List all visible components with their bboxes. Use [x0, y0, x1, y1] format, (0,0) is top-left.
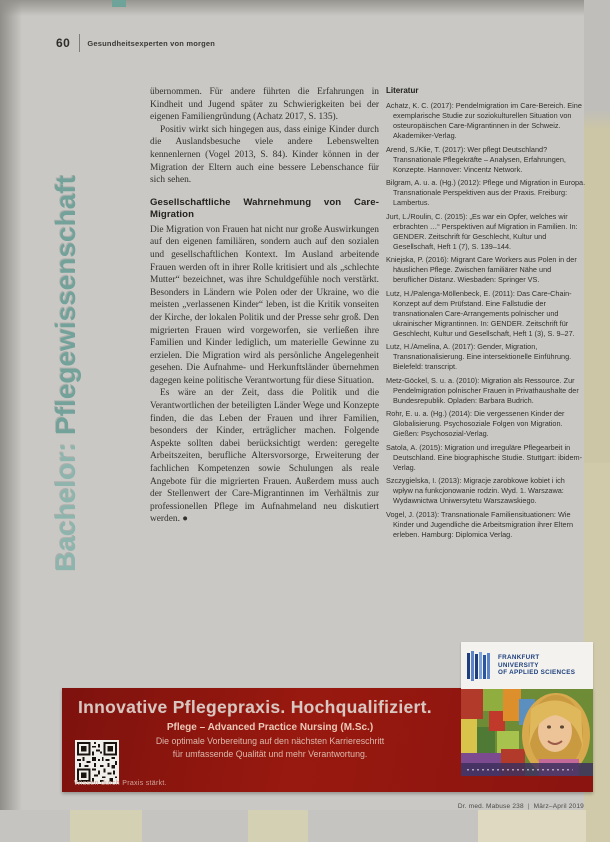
literature-column [386, 86, 586, 543]
university-logo [461, 642, 593, 689]
header-divider [79, 34, 80, 52]
scan-artifact-left-edge [0, 0, 22, 842]
sidebar-label-subject: Pflegewissenschaft [50, 175, 81, 436]
advert-tagline: Wissen durch Praxis stärkt. [74, 780, 167, 787]
qr-code-icon [75, 740, 119, 784]
article-paragraph: Positiv wirkt sich hingegen aus, dass einige Kinder durch die Auslandsbesuche viele andere Lebenswelten kennenlernen (Vogel 2013, S. 84). Kinder können in der Migration der Eltern auch eine bessere Lebenschance für sich sehen. [150, 124, 379, 186]
article-paragraph: übernommen. Für andere führten die Erfahrungen in Kindheit und Jugend später zu Schwierigkeiten bei der eigenen Familiengründung (Achatz 2017, S. 135). [150, 87, 379, 123]
section-title: Gesundheitsexperten von morgen [87, 38, 216, 48]
reference-item: Metz-Göckel, S. u. a. (2010): Migration als Ressource. Zur Pendelmigration polnischer Frauen in Privathaushalte der Bundesrepublik. Opladen: Barbara Budrich. [386, 375, 579, 405]
reference-item: Satola, A. (2015): Migration und irreguläre Pflegearbeit in Deutschland. Eine biographische Studie. Stuttgart: ibidem-Verlag. [386, 442, 583, 472]
advert-program-name: Pflege – Advanced Practice Nursing (M.Sc.) [166, 722, 374, 733]
article-paragraph: Es wäre an der Zeit, dass die Politik und die Verantwortlichen der beteiligten Länder Wege und Konzepte finden, die das Leben der Frauen und ihrer Familien, besonders der Kinder, erträglicher machen. Folgende Aspekte sollten dabei berücksichtigt werden: geregelte Arbeitszeiten, berufliche Altersvorsorge, Erweiterung der fachlichen Kompetenzen sowie Schulungen als reale Angebote für die migrierten Frauen. Außerdem muss auch der Stellenwert der Care-Migrantinnen im Verhältnis zur professionellen Pflege im Aufnahmeland neu diskutiert werden. ● [150, 388, 379, 525]
footer-issue: Dr. med. Mabuse 238 [457, 803, 524, 810]
reference-item: Achatz, K. C. (2017): Pendelmigration im Care-Bereich. Eine exemplarische Studie zur soziokulturellen Situation von osteuropäischen Care-Migrantinnen in der Schweiz. Akademiker-Verlag. [386, 101, 582, 140]
university-logo-text [498, 654, 575, 676]
scan-artifact-teal-mark [112, 0, 126, 7]
reference-item: Bilgram, A. u. a. (Hg.) (2012): Pflege und Migration in Europa. Transnationale Perspektiven aus der Praxis. Freiburg: Lambertus. [386, 178, 586, 207]
university-logo-icon [467, 651, 493, 681]
page-header [56, 33, 215, 53]
reference-item: Vogel, J. (2013): Transnationale Familiensituationen: Wie Kinder und Jugendliche die Arbeitsmigration ihrer Eltern erleben. Hamburg: Diplomica Verlag. [386, 509, 574, 539]
footer-separator: | [527, 803, 530, 810]
advert-line: für umfassende Qualität und mehr Verantwortung. [172, 748, 368, 759]
advert-headline: Innovative Pflegepraxis. Hochqualifiziert. [78, 697, 432, 717]
reference-item: Lutz, H./Palenga-Möllenbeck, E. (2011): Das Care-Chain-Konzept auf dem Prüfstand. Eine Fallstudie der transnationalen Care-Arrangements polnischer und ukrainischer Migrantinnen. In: GENDER. Zeitschrift für Geschlecht, Kultur und Gesellschaft, Heft 1 (3), S. 9–27. [386, 288, 575, 338]
page-number: 60 [56, 36, 71, 50]
reference-item: Jurt, L./Roulin, C. (2015): „Es war ein Opfer, welches wir erbrachten …“ Perspektiven auf Migration in Familien. In: GENDER. Zeitschrift für Geschlecht, Kultur und Gesellschaft, Heft 1 (7), S. 139–144. [386, 211, 578, 251]
footer-date: März–April 2019 [533, 803, 584, 810]
article-paragraph: Die Migration von Frauen hat nicht nur große Auswirkungen auf den eigenen familiären, sondern auch auf den sozialen und gesellschaftlichen Kontext. Im Ausland arbeitende Frauen werden oft in ihrer Rolle kritisiert und als „schlechte Mutter“ bezeichnet, was ihre Schuldgefühle noch verstärkt. Besonders in Ländern wie Polen oder der Ukraine, wo die meisten „verlassenen Kinder“ leben, ist die Kritik vonseiten der Kirche, der lokalen Politik und der Presse sehr groß. Den migrierten Frauen wird vorgeworfen, sie verließen ihre Familien und Kinder lediglich, um materielle Gewinne zu erzielen. Die Migration wird als persönliche Angelegenheit gesehen. Die Aufnahme- und Herkunftsländer übernehmen dagegen keine politische Verantwortung für diese Situation. [150, 224, 379, 386]
reference-item: Szczygielska, I. (2013): Migracje zarobkowe kobiet i ich wpływ na funkcjonowanie rodzin. Wyd. 1. Warszawa: Wydawnictwa Uniwersytetu Warszawskiego. [386, 476, 565, 505]
reference-item: Rohr, E. u. a. (Hg.) (2014): Die vergessenen Kinder der Globalisierung. Psychosoziale Folgen von Migration. Gießen: Psychosozial-Verlag. [386, 409, 565, 438]
logo-line: UNIVERSITY [498, 661, 539, 669]
photo-caption-bar [461, 763, 593, 776]
reference-item: Arend, S./Klie, T. (2017): Wer pflegt Deutschland? Transnationale Pflegekräfte – Analysen, Erfahrungen, Konzepte. Hannover: Vincentz Network. [386, 144, 566, 174]
reference-item: Kniejska, P. (2016): Migrant Care Workers aus Polen in der häuslichen Pflege. Zwischen familiärer Nähe und beruflicher Distanz. Wiesbaden: Springer VS. [386, 255, 577, 284]
literature-heading: Literatur [386, 86, 419, 95]
advert-text-block [80, 722, 460, 761]
logo-line: FRANKFURT [498, 654, 540, 662]
reference-item: Lutz, H./Amelina, A. (2017): Gender, Migration, Transnationalisierung. Eine intersektionelle Einführung. Bielefeld: transcript. [386, 342, 572, 371]
article-column [150, 86, 379, 526]
scan-artifact-top-edge [0, 0, 610, 16]
page-footer [458, 803, 584, 810]
article-subheading: Gesellschaftliche Wahrnehmung von Care-Migration [150, 196, 379, 220]
logo-line: OF APPLIED SCIENCES [498, 669, 576, 677]
sidebar-label-degree: Bachelor: [50, 442, 81, 572]
scan-artifact-bottom-band [0, 810, 586, 842]
sidebar-vertical-label [50, 86, 88, 572]
advert-line: Die optimale Vorbereitung auf den nächsten Karriereschritt [155, 736, 385, 746]
